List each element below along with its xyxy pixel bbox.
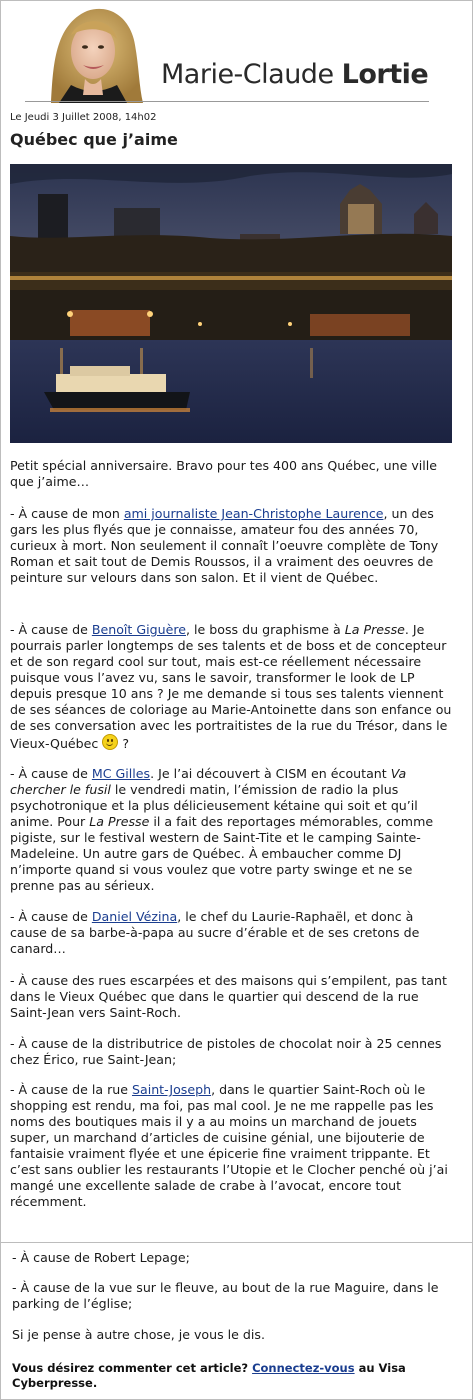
- link-saint-joseph[interactable]: Saint-Joseph: [131, 1082, 212, 1097]
- article-photo: [10, 164, 452, 443]
- p4-pre: - À cause de: [10, 909, 92, 924]
- article-title: Québec que j’aime: [10, 130, 178, 149]
- p2-italic-la-presse: La Presse: [344, 622, 405, 637]
- p1-post: , un des gars les plus flyés que je connaisse, amateur fou des années 70, curieux à mort. Non seulement il connaît l’oeuvre complète de Tony Roman et sait tout de Demis Roussos, il a vraiment des oeuvres de peinture sur velours dans son salon. Et il vient de Québec.: [10, 506, 439, 585]
- comment-post: au Visa Cyberpresse.: [12, 1361, 406, 1390]
- paragraph-8: - À cause de Robert Lepage;: [12, 1250, 190, 1265]
- p7-post: , dans le quartier Saint-Roch où le shopping est rendu, ma foi, pas mal cool. Je ne me rappelle pas les noms des boutiques mais il y a au moins un marchand de jouets super, un marchand d’articles de cuisine génial, une bijouterie de fantaisie vraiment flyée et une épicerie fine vraiment trippante. Et c’est sans oublier les restaurants l’Utopie et le Clocher penché où j’ai mangé une excellente salade de crabe à l’avocat, encore tout récemment.: [10, 1082, 448, 1209]
- p4-post: , le chef du Laurie-Raphaël, et donc à cause de sa barbe-à-papa au sucre d’érable et de ses cretons de canard…: [10, 909, 420, 956]
- p3-italic-la-presse: La Presse: [89, 814, 150, 829]
- p2-post: . Je pourrais parler longtemps de ses talents et de boss et de concepteur et de son regard cool sur tout, mais est-ce réellement nécessaire puisque vous l’avez vu, sans le savoir, transformer le look de LP depuis presque 10 ans ? Je me demande si tous ses talents viennent de ses séances de coloriage au Marie-Antoinette dans son enfance ou de ses conversation avec les portraitistes de la rue du Trésor, dans le Vieux-Québec: [10, 622, 452, 751]
- paragraph-intro: Petit spécial anniversaire. Bravo pour tes 400 ans Québec, une ville que j’aime…: [10, 458, 438, 489]
- p3-mid2: le vendredi matin, l’émission de radio la plus psychotronique et la plus délicieusement kétaine qui soit et qu’il anime. Pour: [10, 782, 418, 829]
- author-first-name: Marie-Claude: [161, 59, 334, 90]
- p3-pre: - À cause de: [10, 766, 92, 781]
- link-jean-christophe-laurence[interactable]: ami journaliste Jean-Christophe Laurence: [123, 506, 384, 521]
- login-link[interactable]: Connectez-vous: [252, 1361, 355, 1375]
- smiley-icon: [102, 734, 118, 750]
- paragraph-1: [10, 506, 454, 586]
- author-name: [161, 59, 428, 90]
- p2-tail: ?: [118, 736, 130, 751]
- p3-post: il a fait des reportages mémorables, comme pigiste, sur le festival western de Saint-Tite et le camping Sainte-Madeleine. Un autre gars de Québec. À embaucher comme DJ n’importe quand si vous voulez que votre party swinge et ne se prenne pas au sérieux.: [10, 814, 434, 893]
- paragraph-5: - À cause des rues escarpées et des maisons qui s’empilent, pas tant dans le Vieux Québec que dans le quartier qui descend de la rue Saint-Jean vers Saint-Roch.: [10, 973, 447, 1020]
- paragraph-2: [10, 622, 454, 752]
- dateline: Le Jeudi 3 Juillet 2008, 14h02: [10, 112, 157, 123]
- header-rule: [25, 101, 429, 102]
- link-benoit-giguere[interactable]: Benoît Giguère: [91, 622, 187, 637]
- paragraph-6: - À cause de la distributrice de pistoles de chocolat noir à 25 cennes chez Érico, rue Saint-Jean;: [10, 1036, 442, 1067]
- paragraph-7: [10, 1082, 454, 1210]
- comment-prompt: [12, 1361, 462, 1391]
- author-last-name: Lortie: [341, 59, 429, 90]
- link-mc-gilles[interactable]: MC Gilles: [91, 766, 151, 781]
- paragraph-4: [10, 909, 454, 957]
- p3-mid1: . Je l’ai découvert à CISM en écoutant: [150, 766, 391, 781]
- columnist-header: [1, 1, 472, 107]
- section-divider: [1, 1242, 472, 1243]
- p3-italic-show: Va chercher le fusil: [10, 766, 407, 797]
- p2-pre: - À cause de: [10, 622, 92, 637]
- paragraph-3: [10, 766, 454, 894]
- paragraph-10: Si je pense à autre chose, je vous le dis.: [12, 1327, 265, 1342]
- p7-pre: - À cause de la rue: [10, 1082, 132, 1097]
- link-daniel-vezina[interactable]: Daniel Vézina: [91, 909, 178, 924]
- p2-mid: , le boss du graphisme à: [186, 622, 345, 637]
- p1-pre: - À cause de mon: [10, 506, 124, 521]
- comment-pre: Vous désirez commenter cet article?: [12, 1361, 253, 1375]
- paragraph-9: - À cause de la vue sur le fleuve, au bout de la rue Maguire, dans le parking de l’église;: [12, 1280, 439, 1311]
- author-portrait: [31, 5, 161, 103]
